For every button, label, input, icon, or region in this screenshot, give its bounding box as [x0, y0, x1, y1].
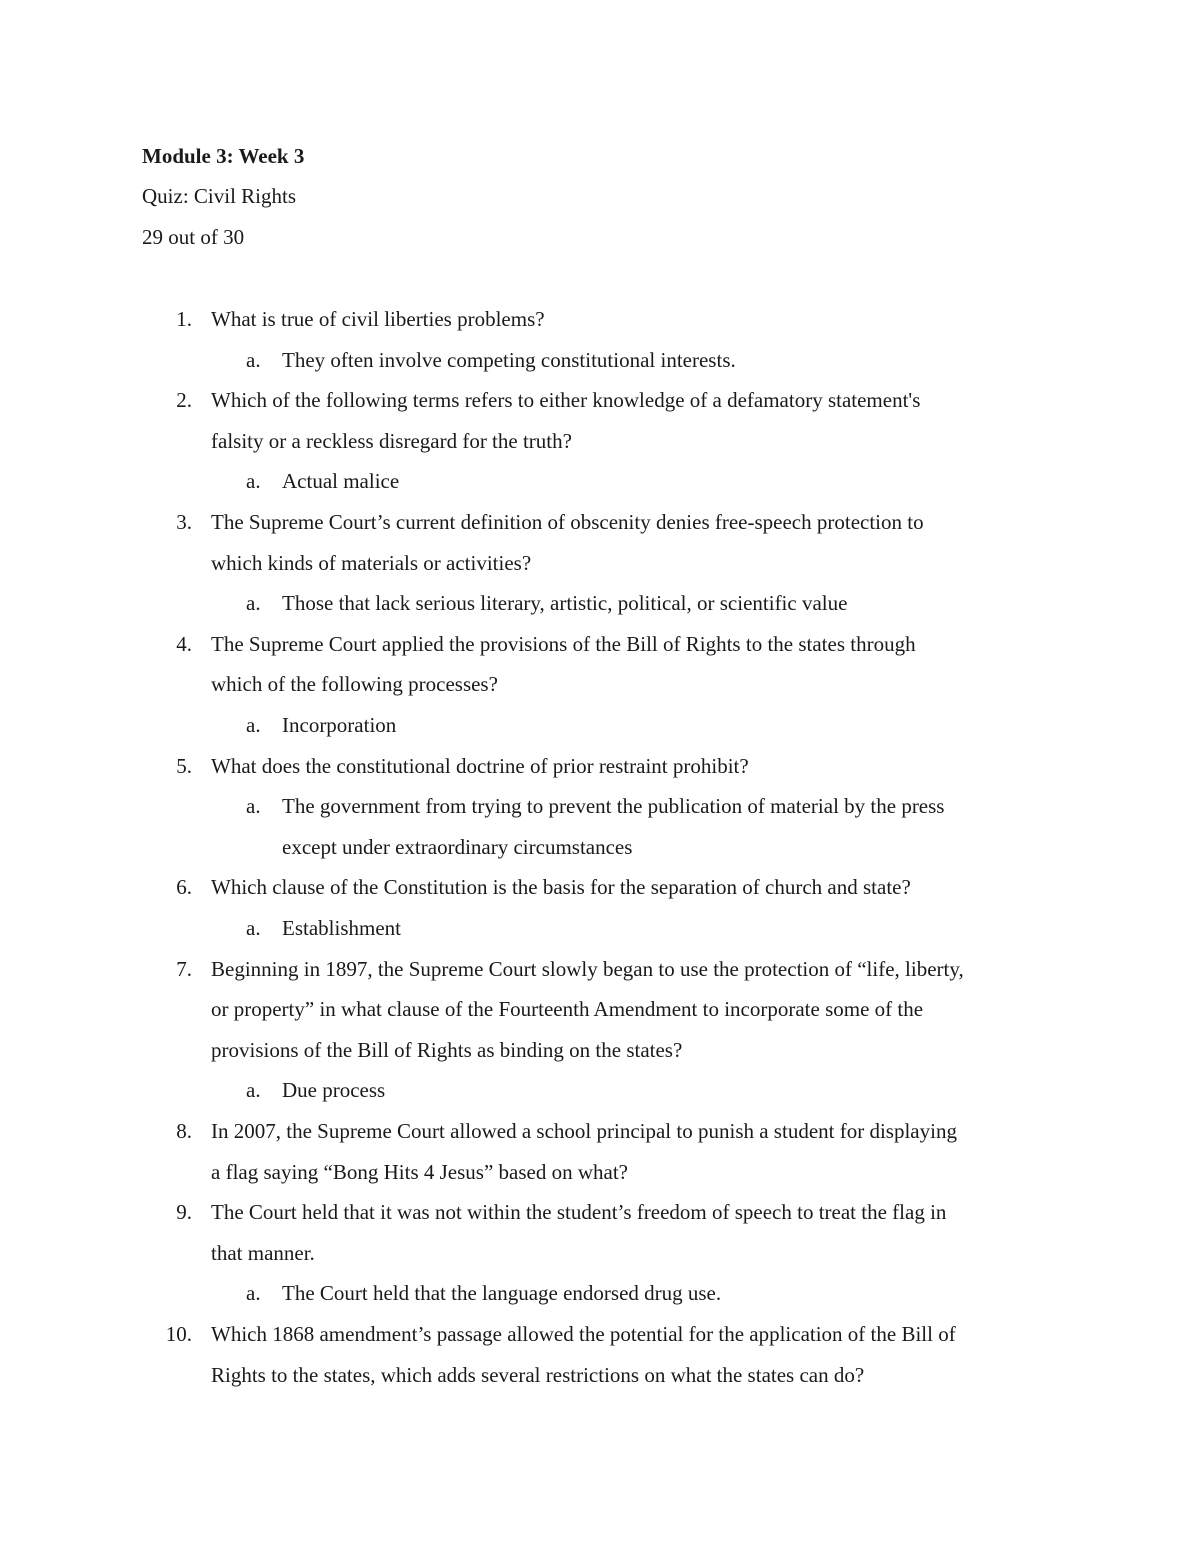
question-number: 1.	[176, 307, 192, 331]
answer-text: The government from trying to prevent the publication of material by the press	[282, 794, 945, 818]
question-text: The Court held that it was not within the student’s freedom of speech to treat the flag in	[211, 1200, 947, 1224]
question-text: or property” in what clause of the Fourteenth Amendment to incorporate some of the	[211, 997, 924, 1021]
question-text: Which clause of the Constitution is the basis for the separation of church and state?	[211, 875, 911, 899]
document-title: Module 3: Week 3	[142, 144, 305, 168]
answer-marker: a.	[246, 591, 261, 615]
answer-marker: a.	[246, 348, 261, 372]
answer-text: The Court held that the language endorsed drug use.	[282, 1281, 722, 1305]
question-number: 8.	[176, 1119, 192, 1143]
question-text: Beginning in 1897, the Supreme Court slowly began to use the protection of “life, liberty,	[211, 957, 964, 981]
question-text: which kinds of materials or activities?	[211, 551, 532, 575]
quiz-title: Quiz: Civil Rights	[142, 184, 297, 208]
question-text: In 2007, the Supreme Court allowed a school principal to punish a student for displaying	[211, 1119, 957, 1143]
question-text: The Supreme Court applied the provisions of the Bill of Rights to the states through	[211, 632, 916, 656]
question-number: 4.	[176, 632, 192, 656]
question-text: The Supreme Court’s current definition of obscenity denies free-speech protection to	[211, 510, 924, 534]
question-text: falsity or a reckless disregard for the truth?	[211, 429, 572, 453]
question-number: 2.	[176, 388, 192, 412]
answer-text: Due process	[282, 1078, 386, 1102]
answer-text: Incorporation	[282, 713, 397, 737]
question-text: which of the following processes?	[211, 672, 498, 696]
answer-marker: a.	[246, 1078, 261, 1102]
answer-text: Establishment	[282, 916, 401, 940]
question-number: 6.	[176, 875, 192, 899]
answer-text: They often involve competing constitutional interests.	[282, 348, 736, 372]
question-text: that manner.	[211, 1241, 315, 1265]
answer-marker: a.	[246, 916, 261, 940]
answer-text: Actual malice	[282, 469, 400, 493]
quiz-score: 29 out of 30	[142, 225, 245, 249]
question-text: Which of the following terms refers to either knowledge of a defamatory statement's	[211, 388, 921, 412]
question-text: Rights to the states, which adds several restrictions on what the states can do?	[211, 1363, 865, 1387]
question-number: 3.	[176, 510, 192, 534]
question-number: 5.	[176, 754, 192, 778]
answer-text: Those that lack serious literary, artistic, political, or scientific value	[282, 591, 848, 615]
question-text: a flag saying “Bong Hits 4 Jesus” based on what?	[211, 1160, 628, 1184]
question-text: What does the constitutional doctrine of prior restraint prohibit?	[211, 754, 749, 778]
question-number: 7.	[176, 957, 192, 981]
answer-text: except under extraordinary circumstances	[282, 835, 633, 859]
answer-marker: a.	[246, 1281, 261, 1305]
question-text: Which 1868 amendment’s passage allowed the potential for the application of the Bill of	[211, 1322, 956, 1346]
answer-marker: a.	[246, 713, 261, 737]
question-number: 10.	[165, 1322, 192, 1346]
answer-marker: a.	[246, 469, 261, 493]
question-text: What is true of civil liberties problems?	[211, 307, 545, 331]
question-text: provisions of the Bill of Rights as binding on the states?	[211, 1038, 683, 1062]
question-number: 9.	[176, 1200, 192, 1224]
answer-marker: a.	[246, 794, 261, 818]
